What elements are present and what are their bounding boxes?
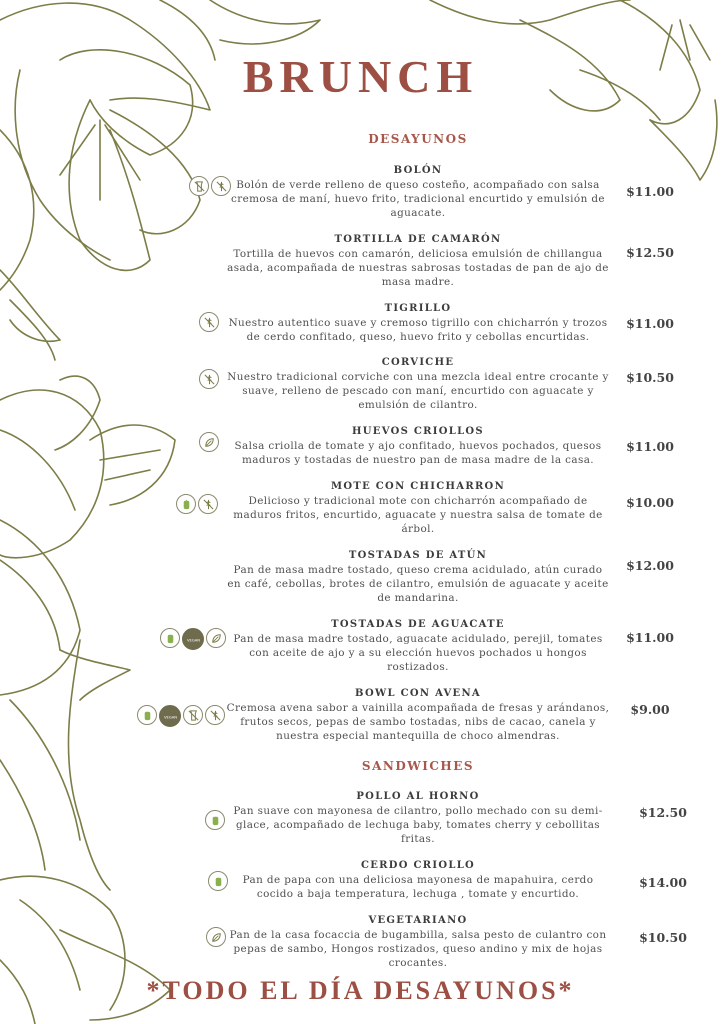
item-name: BOWL CON AVENA: [355, 688, 481, 699]
menu-item: [226, 426, 610, 467]
diet-icons: [189, 176, 231, 200]
diet-icons: [206, 927, 226, 951]
menu-item: [226, 303, 610, 344]
item-price: $11.00: [626, 316, 674, 331]
vegetarian-leaf-icon: [206, 927, 226, 947]
item-price: $12.50: [626, 245, 674, 260]
vegan-badge-icon: [176, 494, 196, 514]
diet-icons: [199, 369, 219, 393]
no-gluten-icon: [198, 494, 218, 514]
item-name: TIGRILLO: [384, 303, 452, 314]
vegan-100-badge-icon: [159, 705, 181, 727]
footer-note: *TODO EL DÍA DESAYUNOS*: [146, 976, 575, 1005]
no-gluten-icon: [205, 705, 225, 725]
item-description: Pan de la casa focaccia de bugambilla, salsa pesto de culantro con pepas de sambo, Hongos rostizados, queso andino y mix de hojas crocantes.: [229, 929, 607, 969]
menu-item: [226, 165, 610, 220]
item-description: Pan de masa madre tostado, aguacate acidulado, perejil, tomates con aceite de ajo y a su elección huevos pochados u hongos rostizados.: [233, 633, 603, 673]
item-price: $14.00: [639, 875, 687, 890]
vegan-badge-icon: [205, 810, 225, 830]
item-name: POLLO AL HORNO: [356, 791, 480, 802]
no-dairy-icon: [189, 176, 209, 196]
vegan-badge-icon: [137, 705, 157, 725]
item-price: $10.00: [626, 495, 674, 510]
diet-icons: [160, 628, 226, 652]
item-name: BOLÓN: [393, 165, 443, 176]
vegan-badge-icon: [208, 871, 228, 891]
item-description: Pan de papa con una deliciosa mayonesa de mapahuira, cerdo cocido a baja temperatura, lechuga , tomate y encurtido.: [242, 874, 594, 900]
item-description: Pan de masa madre tostado, queso crema acidulado, atún curado en café, cebollas, brotes de cilantro, emulsión de aguacate y aceite de mandarina.: [227, 564, 609, 604]
item-name: TOSTADAS DE AGUACATE: [331, 619, 505, 630]
no-gluten-icon: [199, 312, 219, 332]
vegan-100-badge-icon: [182, 628, 204, 650]
section-sandwiches: SANDWICHES: [361, 759, 475, 773]
menu-item: [226, 234, 610, 289]
svg-text:VEGAN: VEGAN: [163, 714, 177, 719]
diet-icons: [199, 432, 219, 456]
item-description: Pan suave con mayonesa de cilantro, pollo mechado con su demi-glace, acompañado de lechuga baby, tomates cherry y cebollitas fritas.: [233, 805, 603, 845]
vegetarian-leaf-icon: [206, 628, 226, 648]
item-name: VEGETARIANO: [368, 915, 468, 926]
diet-icons: [176, 494, 218, 518]
item-name: CERDO CRIOLLO: [360, 860, 476, 871]
menu-item: [226, 550, 610, 605]
item-price: $12.00: [626, 558, 674, 573]
item-price: $11.00: [626, 439, 674, 454]
no-gluten-icon: [199, 369, 219, 389]
menu-item: [226, 357, 610, 412]
item-price: $9.00: [630, 702, 670, 717]
item-name: MOTE CON CHICHARRON: [330, 481, 506, 492]
svg-text:VEGAN: VEGAN: [186, 637, 200, 642]
item-description: Cremosa avena sabor a vainilla acompañada de fresas y arándanos, frutos secos, pepas de sambo tostadas, nibs de cacao, canela y nuestra especial mantequilla de choco almendras.: [226, 702, 610, 742]
item-description: Nuestro autentico suave y cremoso tigrillo con chicharrón y trozos de cerdo confitado, queso, huevo frito y cebollas encurtidas.: [228, 317, 608, 343]
menu-item: [226, 791, 610, 846]
menu-item: [226, 619, 610, 674]
item-name: TOSTADAS DE ATÚN: [348, 550, 488, 561]
item-name: HUEVOS CRIOLLOS: [352, 426, 484, 437]
item-name: TORTILLA DE CAMARÓN: [334, 234, 502, 245]
diet-icons: [205, 810, 225, 834]
item-description: Salsa criolla de tomate y ajo confitado, huevos pochados, quesos maduros y tostadas de nuestro pan de masa madre de la casa.: [234, 440, 602, 466]
item-description: Delicioso y tradicional mote con chicharrón acompañado de maduros fritos, encurtido, aguacate y nuestra salsa de tomate de árbol.: [233, 495, 603, 535]
menu-item: [226, 915, 610, 970]
item-price: $10.50: [626, 370, 674, 385]
item-description: Tortilla de huevos con camarón, deliciosa emulsión de chillangua asada, acompañada de nuestras sabrosas tostadas de pan de ajo de masa madre.: [227, 248, 609, 288]
no-dairy-icon: [183, 705, 203, 725]
item-description: Bolón de verde relleno de queso costeño, acompañado con salsa cremosa de maní, huevo frito, tradicional encurtido y emulsión de aguacate.: [231, 179, 605, 219]
section-desayunos: DESAYUNOS: [368, 132, 468, 146]
item-description: Nuestro tradicional corviche con una mezcla ideal entre crocante y suave, relleno de pescado con maní, encurtido con aguacate y emulsión de cilantro.: [227, 371, 609, 411]
item-price: $11.00: [626, 184, 674, 199]
menu-title: BRUNCH: [242, 51, 479, 102]
diet-icons: [137, 705, 225, 729]
vegetarian-leaf-icon: [199, 432, 219, 452]
vegan-badge-icon: [160, 628, 180, 648]
menu-item: [226, 688, 610, 743]
menu-item: [226, 860, 610, 901]
item-price: $12.50: [639, 805, 687, 820]
item-name: CORVICHE: [381, 357, 455, 368]
menu-item: [226, 481, 610, 536]
diet-icons: [199, 312, 219, 336]
item-price: $10.50: [639, 930, 687, 945]
item-price: $11.00: [626, 630, 674, 645]
diet-icons: [208, 871, 228, 895]
